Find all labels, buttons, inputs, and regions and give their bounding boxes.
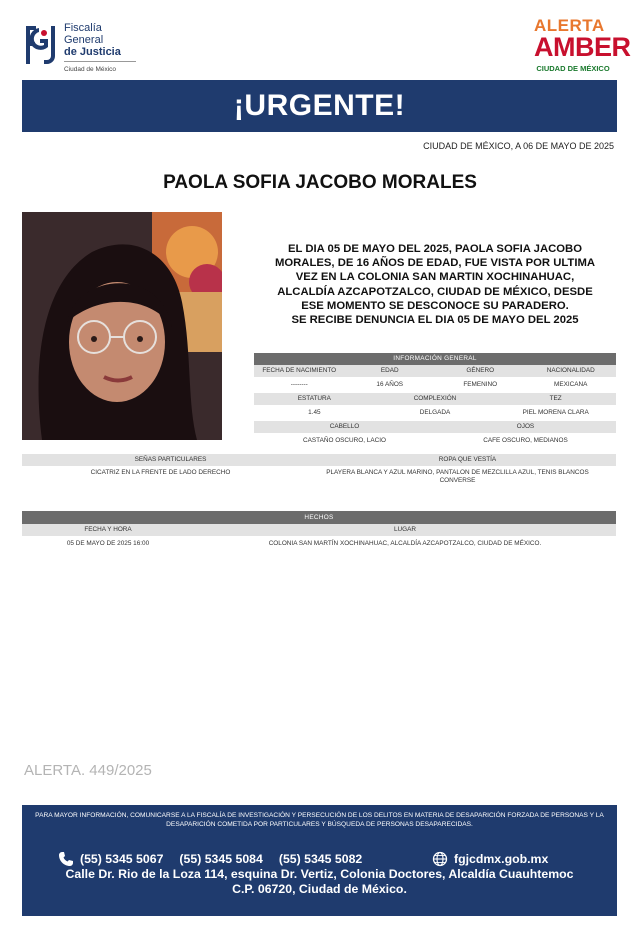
alert-number: ALERTA. 449/2025	[24, 762, 152, 779]
description-line: ALCALDÍA AZCAPOTZALCO, CIUDAD DE MÉXICO, DESDE	[277, 285, 593, 298]
value-cell: CICATRIZ EN LA FRENTE DE LADO DERECHO	[90, 469, 231, 476]
facts-title: HECHOS	[22, 511, 616, 524]
table-header-row	[22, 524, 616, 536]
table-header-row	[254, 393, 616, 405]
table-row	[22, 466, 616, 490]
person-photo	[22, 212, 222, 440]
banner-title: ¡URGENTE!	[233, 89, 406, 122]
table-row	[254, 405, 616, 421]
value-cell: DELGADA	[419, 409, 451, 416]
alerta-amber-logo	[530, 14, 631, 76]
globe-icon	[432, 851, 448, 867]
person-name: PAOLA SOFIA JACOBO MORALES	[163, 172, 477, 193]
table-row	[254, 377, 616, 393]
header-cell: FECHA Y HORA	[84, 526, 132, 533]
general-info-title: INFORMACIÓN GENERAL	[254, 353, 616, 365]
value-cell: FEMENINO	[463, 381, 498, 388]
header-cell: GÉNERO	[466, 367, 495, 374]
value-cell: PIEL MORENA CLARA	[522, 409, 589, 416]
value-cell: 05 DE MAYO DE 2025 16:00	[66, 540, 150, 547]
dateline: CIUDAD DE MÉXICO, A 06 DE MAYO DE 2025	[423, 141, 614, 151]
website-link[interactable]: fgjcdmx.gob.mx	[454, 852, 549, 866]
header-cell: EDAD	[380, 367, 399, 374]
urgent-banner	[22, 80, 617, 132]
description-line: ESE MOMENTO SE DESCONOCE SU PARADERO.	[301, 299, 569, 312]
header-cell: CABELLO	[329, 423, 360, 430]
description-line: MORALES, DE 16 AÑOS DE EDAD, FUE VISTA POR ULTIMA	[274, 257, 596, 270]
logo-line1: Fiscalía	[64, 22, 102, 34]
table-header-row	[22, 454, 616, 466]
value-cell: COLONIA SAN MARTÍN XOCHINAHUAC, ALCALDÍA AZCAPOTZALCO, CIUDAD DE MÉXICO.	[268, 540, 542, 547]
table-header-row	[254, 365, 616, 377]
phone-number[interactable]: (55) 5345 5082	[278, 852, 363, 866]
amber-line1: ALERTA	[534, 16, 605, 35]
phone-number[interactable]: (55) 5345 5084	[179, 852, 263, 866]
website-link-group	[432, 851, 548, 867]
table-row	[254, 433, 616, 449]
value-cell: CAFE OSCURO, MEDIANOS	[483, 437, 568, 444]
header-cell: LUGAR	[393, 526, 417, 533]
description-line: VEZ EN LA COLONIA SAN MARTIN XOCHINAHUAC,	[295, 271, 575, 284]
value-cell: 16 AÑOS	[376, 381, 404, 388]
value-cell: CASTAÑO OSCURO, LACIO	[303, 437, 386, 444]
fgj-logo	[22, 20, 162, 76]
table-header-row	[254, 421, 616, 433]
amber-line2: AMBER	[534, 32, 631, 62]
logo-line2: General	[64, 34, 104, 46]
amber-line3: CIUDAD DE MÉXICO	[536, 64, 610, 73]
value-cell: PLAYERA BLANCA Y AZUL MARINO, PANTALON DE MEZCLILLA AZUL, TENIS BLANCOS CONVERSE	[326, 469, 589, 484]
features-table	[22, 454, 616, 490]
address-line: Calle Dr. Rio de la Loza 114, esquina Dr. Vertiz, Colonia Doctores, Alcaldía Cuauhtemoc	[65, 867, 574, 881]
phone-number[interactable]: (55) 5345 5067	[80, 852, 164, 866]
phone-list	[58, 851, 378, 867]
description-line: EL DIA 05 DE MAYO DEL 2025, PAOLA SOFIA JACOBO	[288, 243, 582, 255]
photo-illustration	[22, 212, 222, 440]
footer-contact	[22, 805, 617, 916]
address-line: C.P. 06720, Ciudad de México.	[232, 882, 407, 896]
header-cell: NACIONALIDAD	[546, 367, 595, 374]
table-row	[22, 536, 616, 552]
header-cell: OJOS	[516, 423, 535, 430]
value-cell: --------	[290, 381, 308, 388]
header-cell: COMPLEXIÓN	[413, 395, 457, 402]
header-cell: ESTATURA	[297, 395, 331, 402]
header-cell: ROPA QUE VESTÍA	[438, 456, 497, 463]
footer-address	[22, 867, 617, 897]
footer-legal-text: PARA MAYOR INFORMACIÓN, COMUNICARSE A LA FISCALÍA DE INVESTIGACIÓN Y PERSECUCIÓN DE LOS DELITOS EN MATERIA DE DESAPARICIÓN FORZADA DE PERSONAS Y LA DESAPARICIÓN COMETIDA POR PARTICULARES Y BÚSQUEDA DE PERSONAS DESAPARECIDAS.	[35, 812, 604, 828]
header-cell: SEÑAS PARTICULARES	[134, 456, 207, 463]
facts-table	[22, 511, 616, 552]
logo-line4: Ciudad de México	[64, 61, 136, 76]
phone-icon	[58, 851, 74, 867]
value-cell: MEXICANA	[554, 381, 588, 388]
logo-line3: de Justicia	[64, 46, 121, 58]
general-info-table	[254, 353, 616, 449]
header-cell: TEZ	[549, 395, 562, 402]
value-cell: 1.45	[308, 409, 321, 416]
description-line: SE RECIBE DENUNCIA EL DIA 05 DE MAYO DEL 2025	[291, 314, 579, 327]
fgj-logo-text	[64, 22, 136, 76]
case-description	[250, 242, 620, 327]
header-cell: FECHA DE NACIMIENTO	[262, 367, 337, 374]
fgj-emblem-icon	[22, 20, 60, 72]
